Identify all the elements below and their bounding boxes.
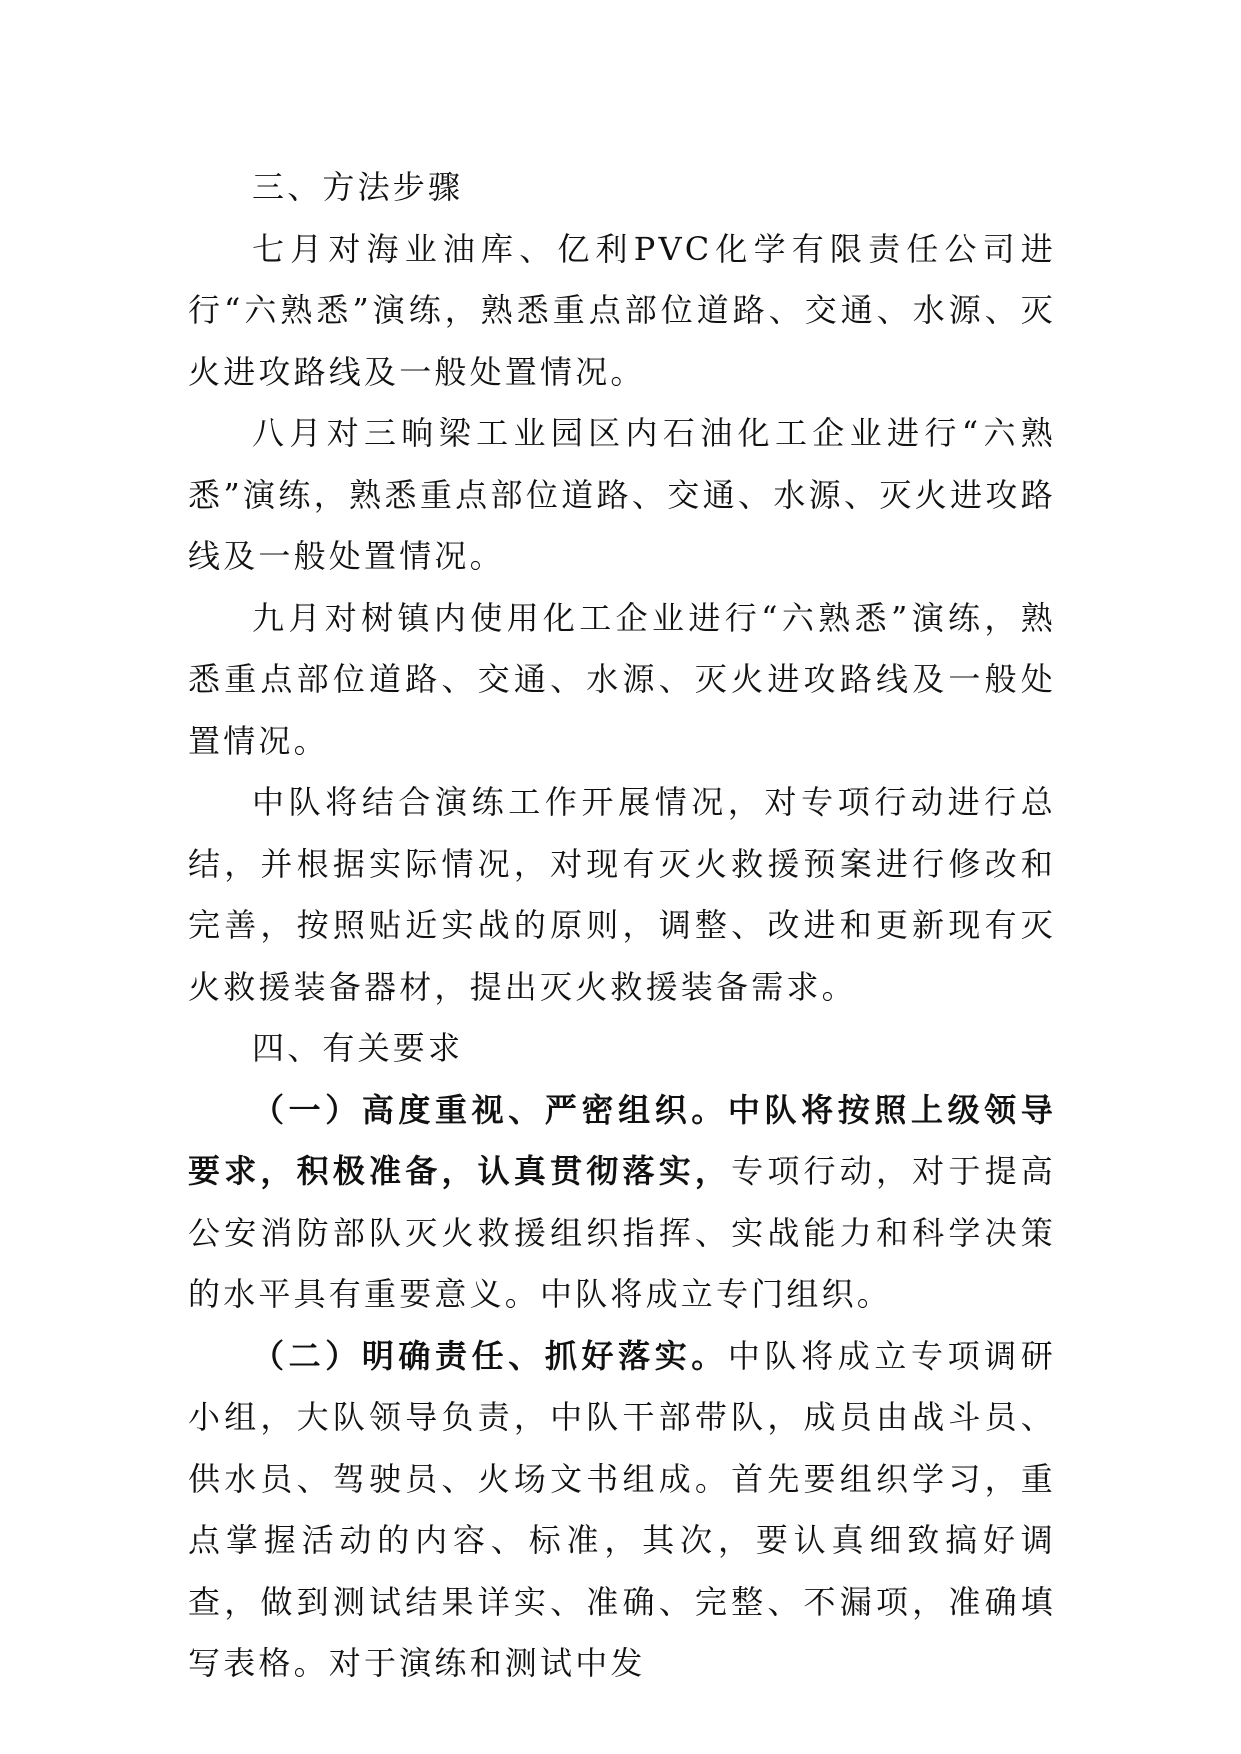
requirement-item-1-text: 专项行动，对于提高公安消防部队灭火救援组织指挥、实战能力和科学决策的水平具有重要意义。中队将成立专门组织。: [188, 1152, 1056, 1313]
section-heading-methods: 三、方法步骤: [252, 168, 464, 206]
paragraph-august: 八月对三晌梁工业园区内石油化工企业进行“六熟悉”演练，熟悉重点部位道路、交通、水源、灭火进攻路线及一般处置情况。: [188, 414, 1056, 575]
paragraph-july: 七月对海业油库、亿利PVC化学有限责任公司进行“六熟悉”演练，熟悉重点部位道路、交通、水源、灭火进攻路线及一般处置情况。: [188, 229, 1056, 391]
requirement-item-1-title: （一）高度重视、严密组织。中队将按照上级领导要求，积极准备，认真贯彻落实，: [188, 1090, 1056, 1190]
requirement-item-1: [188, 1080, 1056, 1326]
section-heading-requirements: 四、有关要求: [252, 1029, 464, 1067]
requirement-item-2-title: （二）明确责任、抓好落实。: [252, 1336, 728, 1375]
requirement-item-2: [188, 1326, 1056, 1695]
paragraph-september: 九月对树镇内使用化工企业进行“六熟悉”演练，熟悉重点部位道路、交通、水源、灭火进攻路线及一般处置情况。: [188, 598, 1056, 760]
document-body: [188, 157, 1056, 1695]
requirement-item-2-text: 中队将成立专项调研小组，大队领导负责，中队干部带队，成员由战斗员、供水员、驾驶员、火场文书组成。首先要组织学习，重点掌握活动的内容、标准，其次，要认真细致搞好调查，做到测试结果详实、准确、完整、不漏项，准确填写表格。对于演练和测试中发: [188, 1336, 1056, 1682]
paragraph-summary: 中队将结合演练工作开展情况，对专项行动进行总结，并根据实际情况，对现有灭火救援预案进行修改和完善，按照贴近实战的原则，调整、改进和更新现有灭火救援装备器材，提出灭火救援装备需求。: [188, 783, 1056, 1006]
